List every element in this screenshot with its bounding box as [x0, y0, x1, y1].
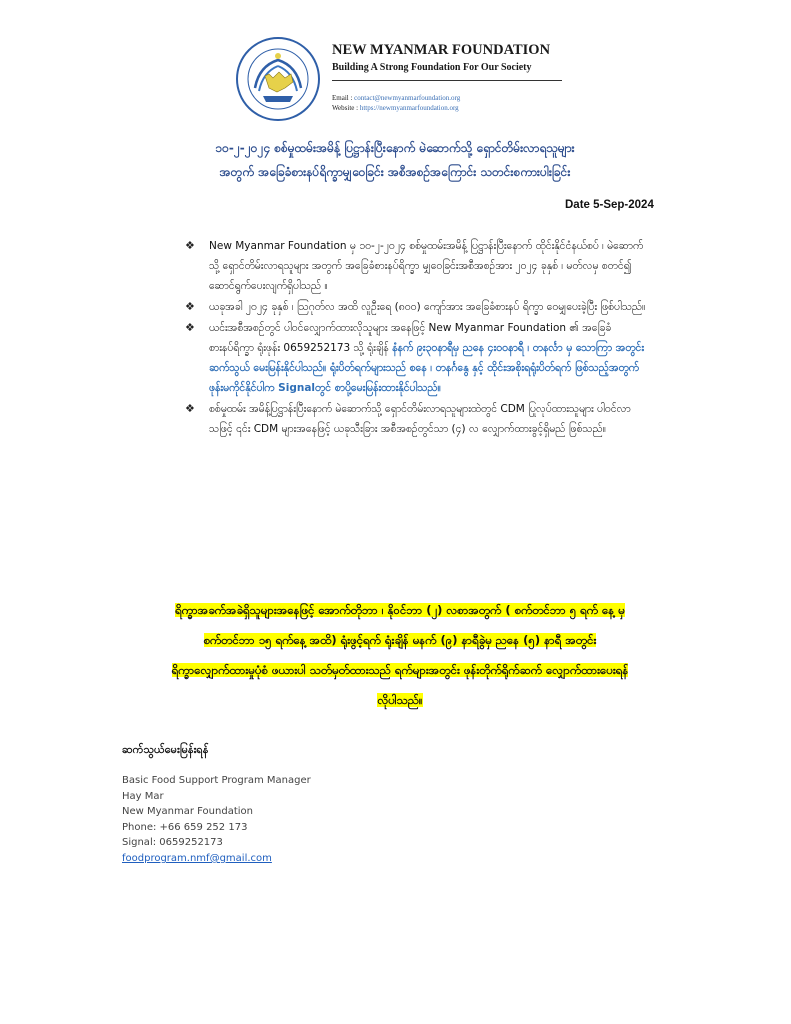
notice-line-1: ရိက္ခာအခက်အခဲရှိသူများအနေဖြင့် အောက်တိုဘာ ၊ နိုဝင်ဘာ (၂) လစာအတွက် ( စက်တင်ဘာ ၅ ရက် နေ့ မှ — [175, 603, 625, 617]
foundation-logo-icon — [235, 36, 321, 122]
bullet-text: New Myanmar Foundation မှ ၁၀-၂-၂၀၂၄ စစ်မှုထမ်းအမိန့် ပြဋ္ဌာန်းပြီးနောက် ထိုင်းနိုင်ငံနယ်စပ် ၊ မဲဆောက်သို့ ရှောင်တိမ်းလာရသူများ အတွက် အခြေခံစားနပ်ရိက္ခာ မျှဝေခြင်းအစီအစဉ်အား ၂၀၂၄ ခုနှစ် ၊ မတ်လမှ စတင်၍ ဆောင်ရွက်ပေးလျက်ရှိပါသည် ။ — [209, 240, 644, 292]
title-line-2: အတွက် အခြေခံစားနပ်ရိက္ခာမျှဝေခြင်း အစီအစဉ်အကြောင်း သတင်းစကားပါးခြင်း — [219, 165, 571, 179]
bullet-item — [185, 236, 650, 296]
bullet-text: စစ်မှုထမ်း အမိန့်ပြဋ္ဌာန်းပြီးနောက် မဲဆောက်သို့ ရှောင်တိမ်းလာရသူများထဲတွင် CDM ပြုလုပ်ထားသူများ ပါဝင်လာသဖြင့် ၎င်း CDM များအနေဖြင့် ယခုသီးခြား အစီအစဉ်တွင်သာ (၄) လ လျှောက်ထားခွင့်ရှိမည် ဖြစ်သည်။ — [209, 403, 631, 435]
diamond-bullet-icon: ❖ — [185, 239, 195, 252]
org-name: NEW MYANMAR FOUNDATION — [332, 42, 551, 58]
bullet-text: ယခုအခါ ၂၀၂၄ ခုနှစ် ၊ ဩဂုတ်လ အထိ လူဦးရေ (၈၀၀) ကျော်အား အခြေခံစားနပ် ရိက္ခာ ဝေမျှပေးခဲ့ပြီး ဖြစ်ပါသည်။ — [209, 301, 646, 313]
notice-line-3: ရိက္ခာလျှောက်ထားမှုပုံစံ ဖယားပါ သတ်မှတ်ထားသည် ရက်များအတွင်း ဖုန်းတိုက်ရိုက်ဆက် လျှောက်ထားပေးရန် — [171, 663, 629, 677]
notice-line-4: လိုပါသည်။ — [377, 693, 423, 707]
notice-line-2: စက်တင်ဘာ ၁၅ ရက်နေ့ အထိ) ရုံးဖွင့်ရက် ရုံးချိန် မနက် (၉) နာရီခွဲမှ ညနေ (၅) နာရီ အတွင်း — [203, 633, 597, 647]
bullet-item — [185, 318, 650, 398]
bullet-item — [185, 399, 650, 439]
bullet-item — [185, 297, 650, 317]
website-label: Website : — [332, 104, 360, 112]
header-contact — [332, 93, 460, 113]
website-link[interactable]: https://newmyanmarfoundation.org — [359, 104, 459, 112]
contact-email-link[interactable]: foodprogram.nmf@gmail.com — [122, 852, 272, 864]
bullet-text: ယင်းအစီအစဉ်တွင် ပါဝင်လျှောက်ထားလိုသူများ အနေဖြင့် New Myanmar Foundation ၏ အခြေခံစားနပ်ရိက္ခာ ရုံးဖုန်း 0659252173 သို့ ရုံးချိန် — [209, 322, 612, 354]
header-divider — [332, 80, 562, 81]
letterhead — [235, 36, 575, 116]
office-hours-text: နံနက် ၉း၃၀နာရီမှ ညနေ ၄း၀၀နာရီ ၊ တနင်္လာ မှ သောကြာ အတွင်း ဆက်သွယ် မေးမြန်းနိုင်ပါသည်။ ရုံးပိတ်ရက်များသည် စနေ ၊ တနင်္ဂနွေ နှင့် ထိုင်းအစိုးရရုံးပိတ်ရက် ဖြစ်သည့်အတွက် ဖုန်းမကိုင်နိုင်ပါက Signalတွင် စာပို့မေးမြန်းထားနိုင်ပါသည်။ — [209, 342, 645, 394]
info-bullet-list — [185, 236, 650, 440]
contact-signal: Signal: 0659252173 — [122, 837, 223, 849]
contact-block — [122, 743, 311, 867]
contact-org: New Myanmar Foundation — [122, 806, 253, 818]
diamond-bullet-icon: ❖ — [185, 321, 195, 334]
diamond-bullet-icon: ❖ — [185, 300, 195, 313]
contact-name: Hay Mar — [122, 790, 164, 802]
contact-heading: ဆက်သွယ်မေးမြန်းရန် — [122, 743, 209, 756]
email-label: Email : — [332, 94, 355, 102]
document-date: Date 5-Sep-2024 — [565, 199, 654, 211]
contact-role: Basic Food Support Program Manager — [122, 775, 311, 786]
highlighted-notice — [105, 595, 695, 715]
org-tagline: Building A Strong Foundation For Our Society — [332, 62, 532, 73]
title-line-1: ၁၀-၂-၂၀၂၄ စစ်မှုထမ်းအမိန့် ပြဋ္ဌာန်းပြီးနောက် မဲဆောက်သို့ ရှောင်တိမ်းလာရသူများ — [215, 141, 575, 155]
contact-phone: Phone: +66 659 252 173 — [122, 821, 248, 833]
email-value[interactable]: contact@newmyanmarfoundation.org — [354, 94, 461, 102]
diamond-bullet-icon: ❖ — [185, 402, 195, 415]
